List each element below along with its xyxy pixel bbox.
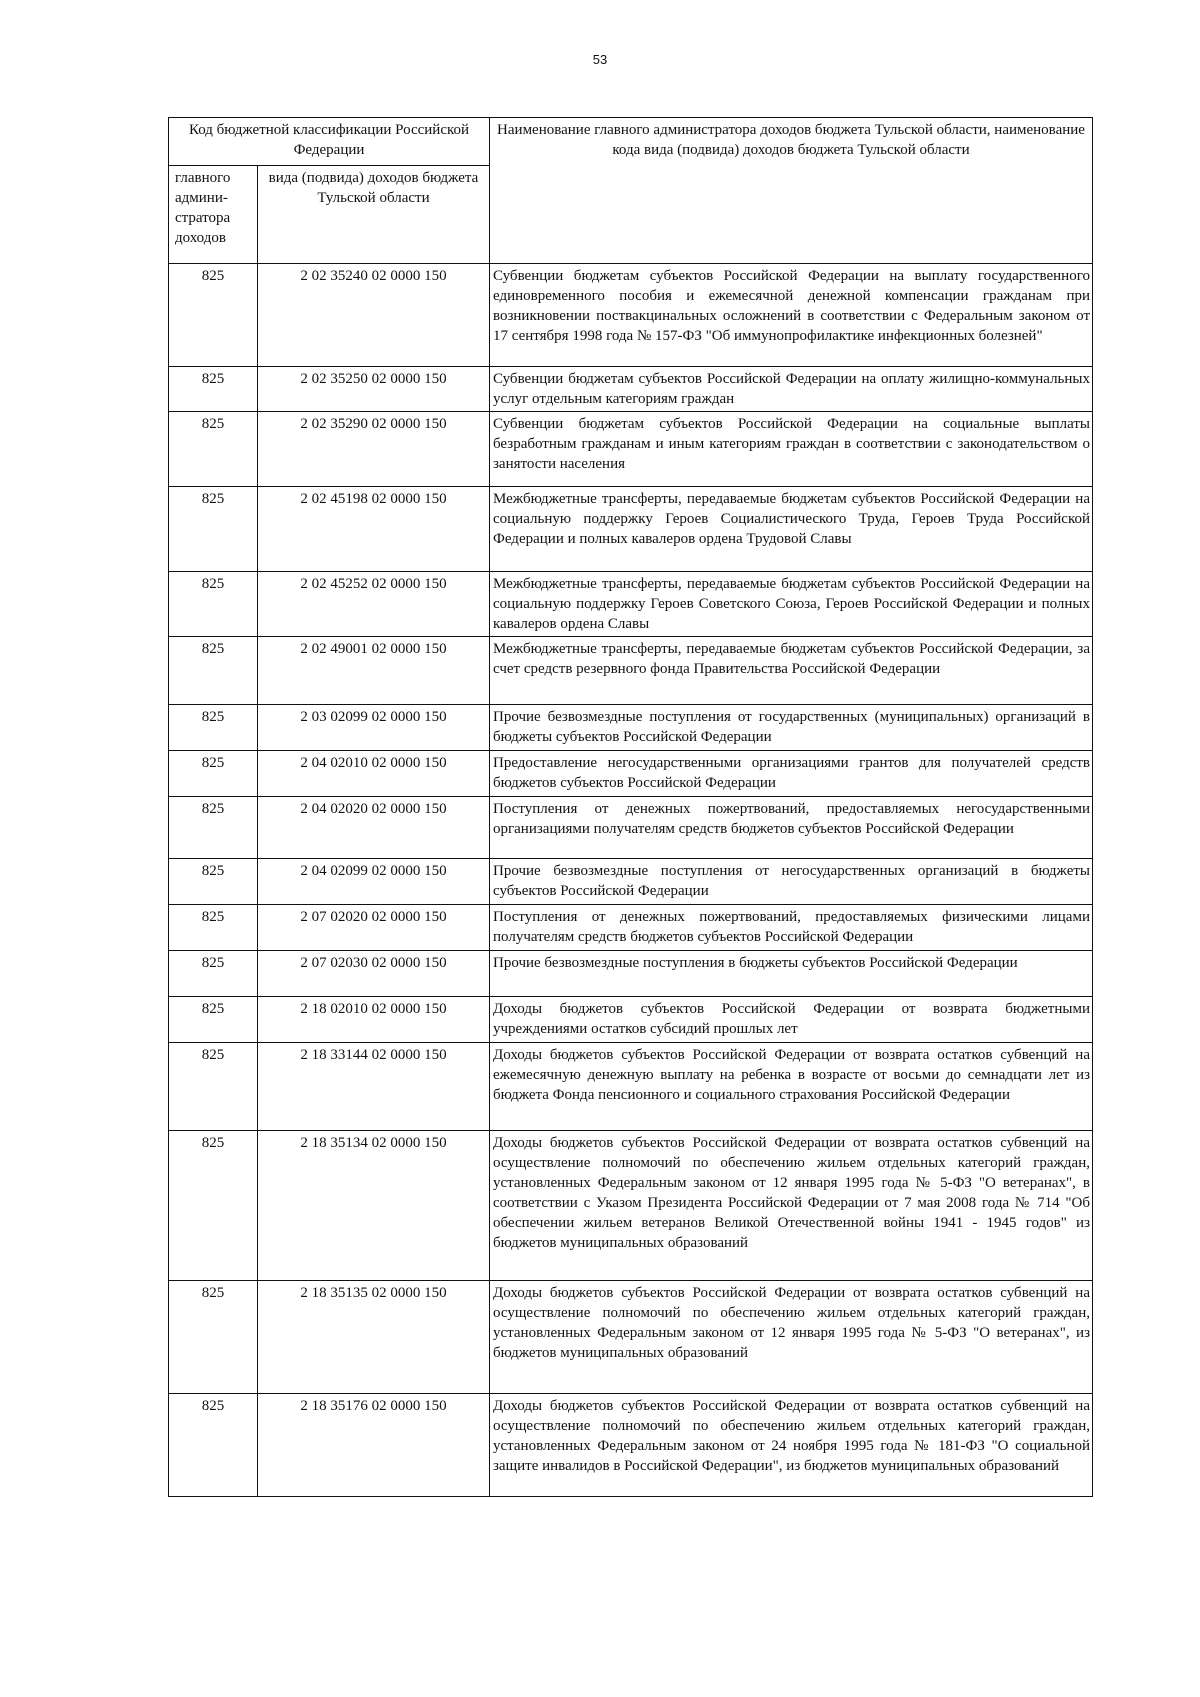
admin-code-cell: 825 [169,1131,258,1281]
income-name-cell: Субвенции бюджетам субъектов Российской Федерации на выплату государственного единовременного пособия и ежемесячной денежной компенсации гражданам при возникновении поствакцинальных осложнений в соответствии с Федеральным законом от 17 сентября 1998 года № 157-ФЗ "Об иммунопрофилактике инфекционных болезней" [490,264,1093,367]
table-body [169,264,1093,1497]
table-row [169,412,1093,487]
table-row [169,797,1093,859]
table-row [169,905,1093,951]
income-code-cell: 2 02 35250 02 0000 150 [258,367,490,412]
admin-code-cell: 825 [169,572,258,637]
income-name-cell: Доходы бюджетов субъектов Российской Федерации от возврата бюджетными учреждениями остатков субсидий прошлых лет [490,997,1093,1043]
income-name-cell: Поступления от денежных пожертвований, предоставляемых негосударственными организациями получателям средств бюджетов субъектов Российской Федерации [490,797,1093,859]
income-name-cell: Доходы бюджетов субъектов Российской Федерации от возврата остатков субвенций на осуществление полномочий по обеспечению жильем отдельных категорий граждан, установленных Федеральным законом от 12 января 1995 года № 5-ФЗ "О ветеранах", в соответствии с Указом Президента Российской Федерации от 7 мая 2008 года № 714 "Об обеспечении жильем ветеранов Великой Отечественной войны 1941 - 1945 годов" из бюджетов муниципальных образований [490,1131,1093,1281]
income-name-cell: Доходы бюджетов субъектов Российской Федерации от возврата остатков субвенций на ежемесячную денежную выплату на ребенка в возрасте от восьми до семнадцати лет из бюджета Фонда пенсионного и социального страхования Российской Федерации [490,1043,1093,1131]
admin-code-cell: 825 [169,1281,258,1394]
income-code-cell: 2 18 35135 02 0000 150 [258,1281,490,1394]
admin-code-cell: 825 [169,367,258,412]
income-code-cell: 2 03 02099 02 0000 150 [258,705,490,751]
name-column-header: Наименование главного администратора доходов бюджета Тульской области, наименование кода вида (подвида) доходов бюджета Тульской области [490,118,1093,264]
code-column-header: вида (подвида) доходов бюджета Тульской области [258,166,490,264]
table-row [169,859,1093,905]
income-name-cell: Прочие безвозмездные поступления в бюджеты субъектов Российской Федерации [490,951,1093,997]
code-group-header: Код бюджетной классификации Российской Федерации [169,118,490,166]
income-code-cell: 2 02 35240 02 0000 150 [258,264,490,367]
income-code-cell: 2 07 02020 02 0000 150 [258,905,490,951]
admin-code-cell: 825 [169,637,258,705]
admin-code-cell: 825 [169,859,258,905]
income-code-cell: 2 18 35134 02 0000 150 [258,1131,490,1281]
table-row [169,1131,1093,1281]
table-row [169,487,1093,572]
table-row [169,637,1093,705]
table-row [169,1281,1093,1394]
admin-code-cell: 825 [169,412,258,487]
income-code-cell: 2 02 35290 02 0000 150 [258,412,490,487]
income-code-cell: 2 02 45198 02 0000 150 [258,487,490,572]
income-name-cell: Межбюджетные трансферты, передаваемые бюджетам субъектов Российской Федерации на социальную поддержку Героев Социалистического Труда, Героев Труда Российской Федерации и полных кавалеров ордена Трудовой Славы [490,487,1093,572]
income-name-cell: Межбюджетные трансферты, передаваемые бюджетам субъектов Российской Федерации на социальную поддержку Героев Советского Союза, Героев Российской Федерации и полных кавалеров ордена Славы [490,572,1093,637]
table-row [169,264,1093,367]
admin-code-cell: 825 [169,487,258,572]
income-name-cell: Поступления от денежных пожертвований, предоставляемых физическими лицами получателям средств бюджетов субъектов Российской Федерации [490,905,1093,951]
table-row [169,572,1093,637]
admin-code-cell: 825 [169,264,258,367]
income-code-cell: 2 02 49001 02 0000 150 [258,637,490,705]
income-code-cell: 2 04 02010 02 0000 150 [258,751,490,797]
table-row [169,367,1093,412]
admin-column-header: главного админи-стратора доходов [169,166,258,264]
admin-code-cell: 825 [169,1394,258,1497]
income-name-cell: Прочие безвозмездные поступления от негосударственных организаций в бюджеты субъектов Российской Федерации [490,859,1093,905]
table-row [169,951,1093,997]
admin-code-cell: 825 [169,997,258,1043]
income-name-cell: Прочие безвозмездные поступления от государственных (муниципальных) организаций в бюджеты субъектов Российской Федерации [490,705,1093,751]
income-code-cell: 2 07 02030 02 0000 150 [258,951,490,997]
income-code-cell: 2 04 02099 02 0000 150 [258,859,490,905]
admin-code-cell: 825 [169,1043,258,1131]
income-name-cell: Субвенции бюджетам субъектов Российской Федерации на оплату жилищно-коммунальных услуг отдельным категориям граждан [490,367,1093,412]
admin-code-cell: 825 [169,905,258,951]
income-code-cell: 2 18 33144 02 0000 150 [258,1043,490,1131]
admin-code-cell: 825 [169,951,258,997]
income-code-cell: 2 18 02010 02 0000 150 [258,997,490,1043]
table-row [169,751,1093,797]
admin-code-cell: 825 [169,797,258,859]
income-name-cell: Межбюджетные трансферты, передаваемые бюджетам субъектов Российской Федерации, за счет средств резервного фонда Правительства Российской Федерации [490,637,1093,705]
admin-code-cell: 825 [169,751,258,797]
table-row [169,997,1093,1043]
income-code-cell: 2 04 02020 02 0000 150 [258,797,490,859]
income-code-cell: 2 18 35176 02 0000 150 [258,1394,490,1497]
table-row [169,705,1093,751]
table-row [169,1043,1093,1131]
income-name-cell: Предоставление негосударственными организациями грантов для получателей средств бюджетов субъектов Российской Федерации [490,751,1093,797]
income-code-cell: 2 02 45252 02 0000 150 [258,572,490,637]
budget-classification-table [168,117,1093,1497]
income-name-cell: Доходы бюджетов субъектов Российской Федерации от возврата остатков субвенций на осуществление полномочий по обеспечению жильем отдельных категорий граждан, установленных Федеральным законом от 24 ноября 1995 года № 181-ФЗ "О социальной защите инвалидов в Российской Федерации", из бюджетов муниципальных образований [490,1394,1093,1497]
income-name-cell: Субвенции бюджетам субъектов Российской Федерации на социальные выплаты безработным гражданам и иным категориям граждан в соответствии с законодательством о занятости населения [490,412,1093,487]
admin-code-cell: 825 [169,705,258,751]
income-name-cell: Доходы бюджетов субъектов Российской Федерации от возврата остатков субвенций на осуществление полномочий по обеспечению жильем отдельных категорий граждан, установленных Федеральным законом от 12 января 1995 года № 5-ФЗ "О ветеранах", из бюджетов муниципальных образований [490,1281,1093,1394]
table-row [169,1394,1093,1497]
page-number: 53 [592,52,608,67]
